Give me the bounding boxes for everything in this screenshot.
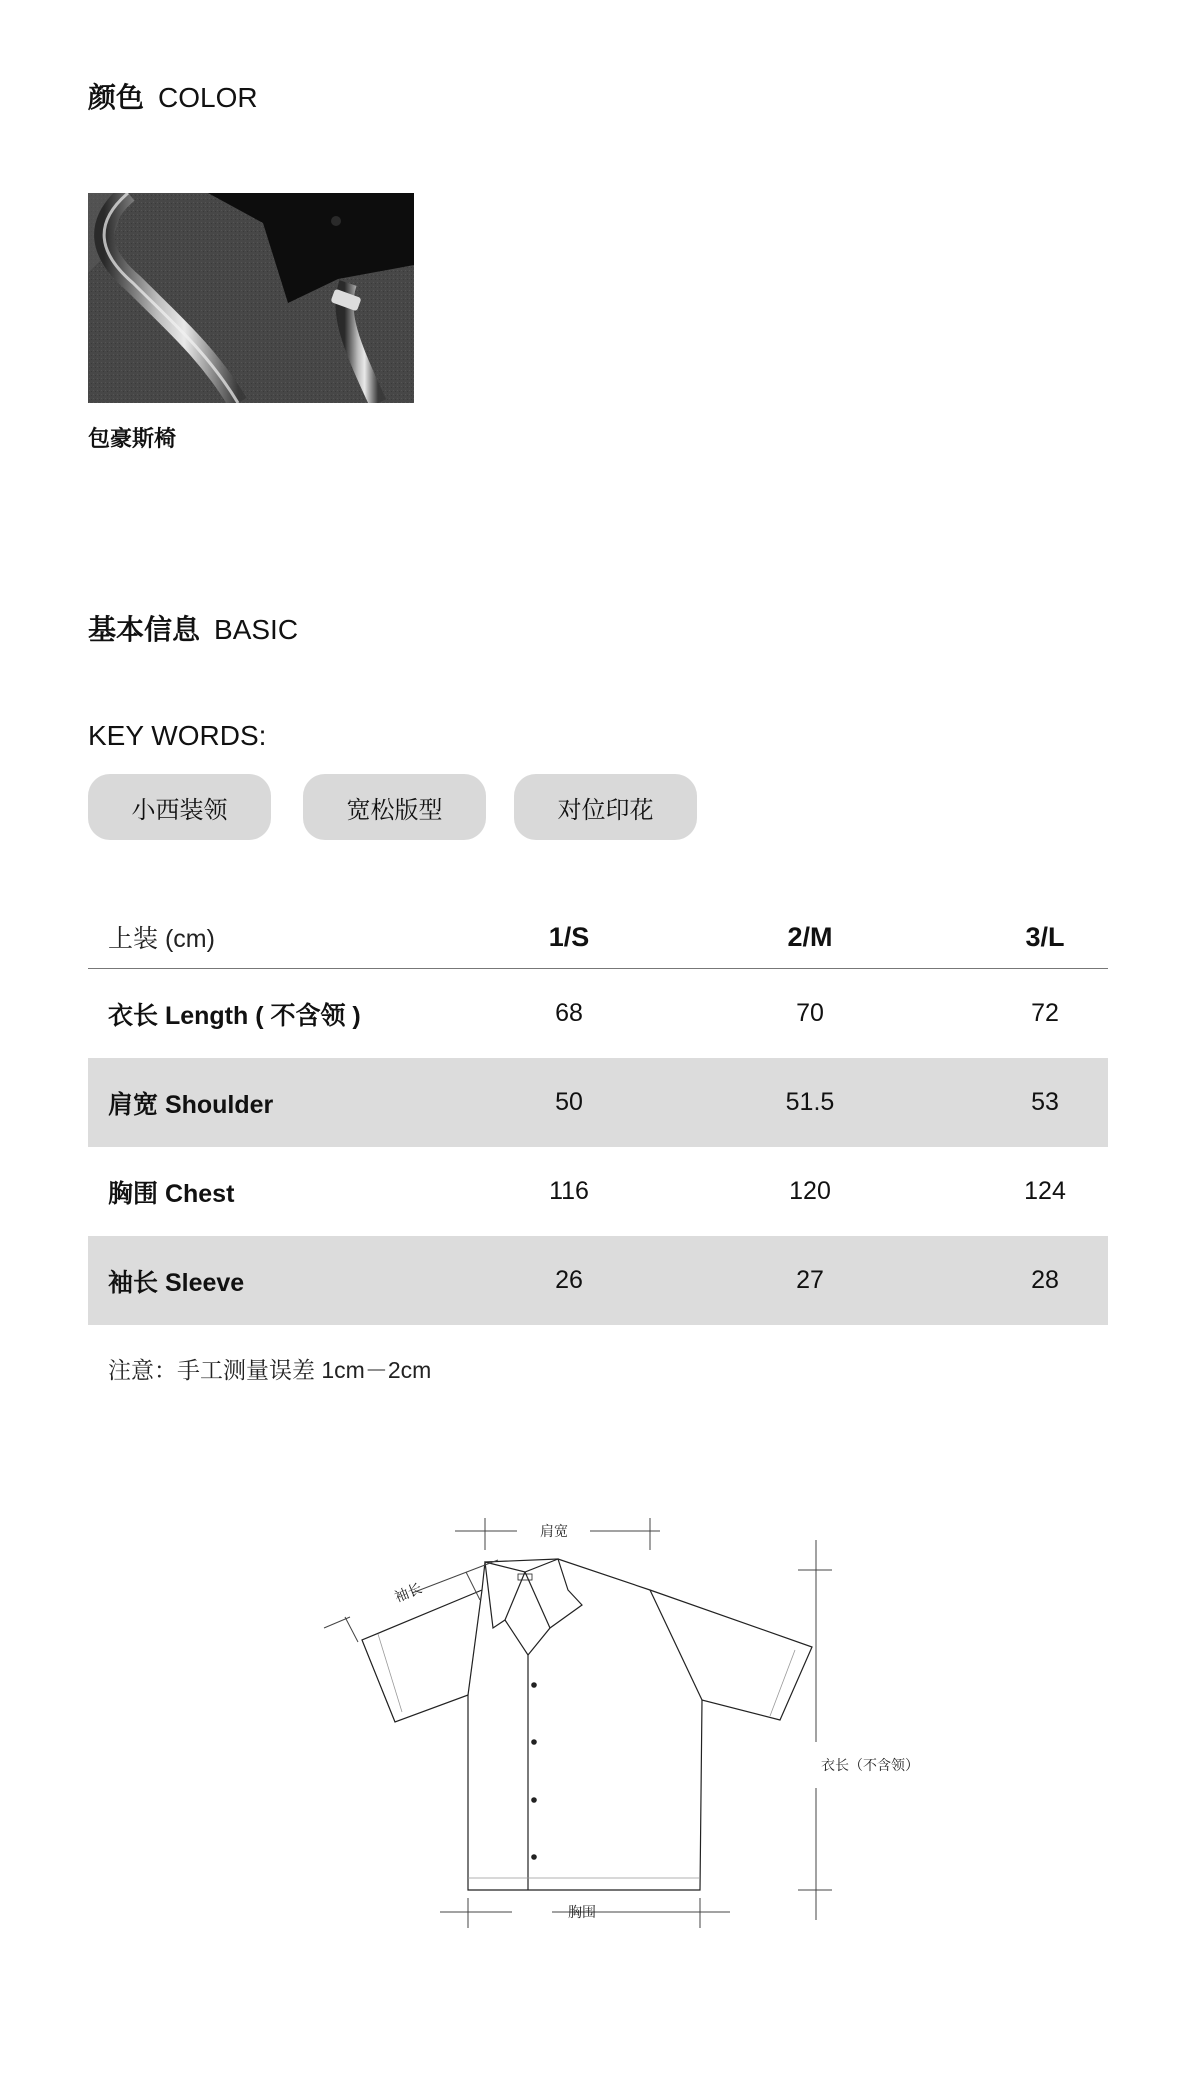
cell-value: 68	[555, 999, 583, 1027]
label-chest: 胸围	[568, 1905, 596, 1921]
keywords-label: KEY WORDS:	[88, 720, 267, 751]
header-size-s: 1/S	[548, 921, 590, 952]
table-row-shoulder	[88, 1058, 1108, 1147]
cell-value: 116	[549, 1177, 589, 1205]
cell-value: 72	[1031, 999, 1059, 1027]
color-title-cn: 颜色	[88, 82, 145, 113]
shirt-outline	[362, 1559, 812, 1890]
shirt-measurement-diagram	[300, 1510, 920, 1945]
color-swatch-image[interactable]	[88, 193, 414, 403]
size-table	[88, 906, 1108, 1325]
table-row-chest	[88, 1147, 1108, 1236]
swatch-caption: 包豪斯椅	[88, 426, 177, 451]
cell-value: 120	[789, 1177, 831, 1205]
cell-value: 70	[796, 999, 824, 1027]
size-table-header	[88, 906, 1108, 969]
color-section-title	[88, 76, 258, 116]
shirt-buttons	[531, 1682, 537, 1860]
label-length: 衣长（不含领）	[821, 1758, 919, 1774]
shirt-diagram-svg	[300, 1510, 920, 1940]
label-shoulder: 肩宽	[540, 1524, 568, 1540]
basic-title-cn: 基本信息	[88, 614, 201, 645]
keyword-tag: 宽松版型	[303, 774, 486, 840]
color-title-en: COLOR	[158, 82, 258, 113]
keyword-tag: 对位印花	[514, 774, 697, 840]
header-unit: 上装 (cm)	[108, 925, 215, 953]
cell-value: 26	[555, 1266, 583, 1294]
header-size-l: 3/L	[1025, 921, 1065, 952]
header-size-m: 2/M	[787, 921, 833, 952]
cell-value: 28	[1031, 1266, 1059, 1294]
keyword-tag: 小西装领	[88, 774, 271, 840]
label-sleeve: 袖长	[392, 1580, 425, 1606]
swatch-photo	[88, 193, 414, 403]
cell-value: 51.5	[785, 1088, 835, 1116]
cell-value: 53	[1031, 1088, 1059, 1116]
row-label: 袖长 Sleeve	[108, 1268, 245, 1297]
cell-value: 27	[796, 1266, 824, 1294]
basic-title-en: BASIC	[214, 614, 299, 645]
table-row-length	[88, 969, 1108, 1058]
dimension-lines	[324, 1518, 832, 1928]
measurement-note: 注意：手工测量误差 1cm－2cm	[108, 1357, 432, 1383]
cell-value: 124	[1024, 1177, 1066, 1205]
cell-value: 50	[555, 1088, 583, 1116]
row-label: 衣长 Length ( 不含领 )	[108, 1001, 361, 1030]
table-row-sleeve	[88, 1236, 1108, 1325]
row-label: 肩宽 Shoulder	[108, 1090, 274, 1119]
basic-section-title	[88, 608, 298, 648]
row-label: 胸围 Chest	[108, 1179, 235, 1208]
